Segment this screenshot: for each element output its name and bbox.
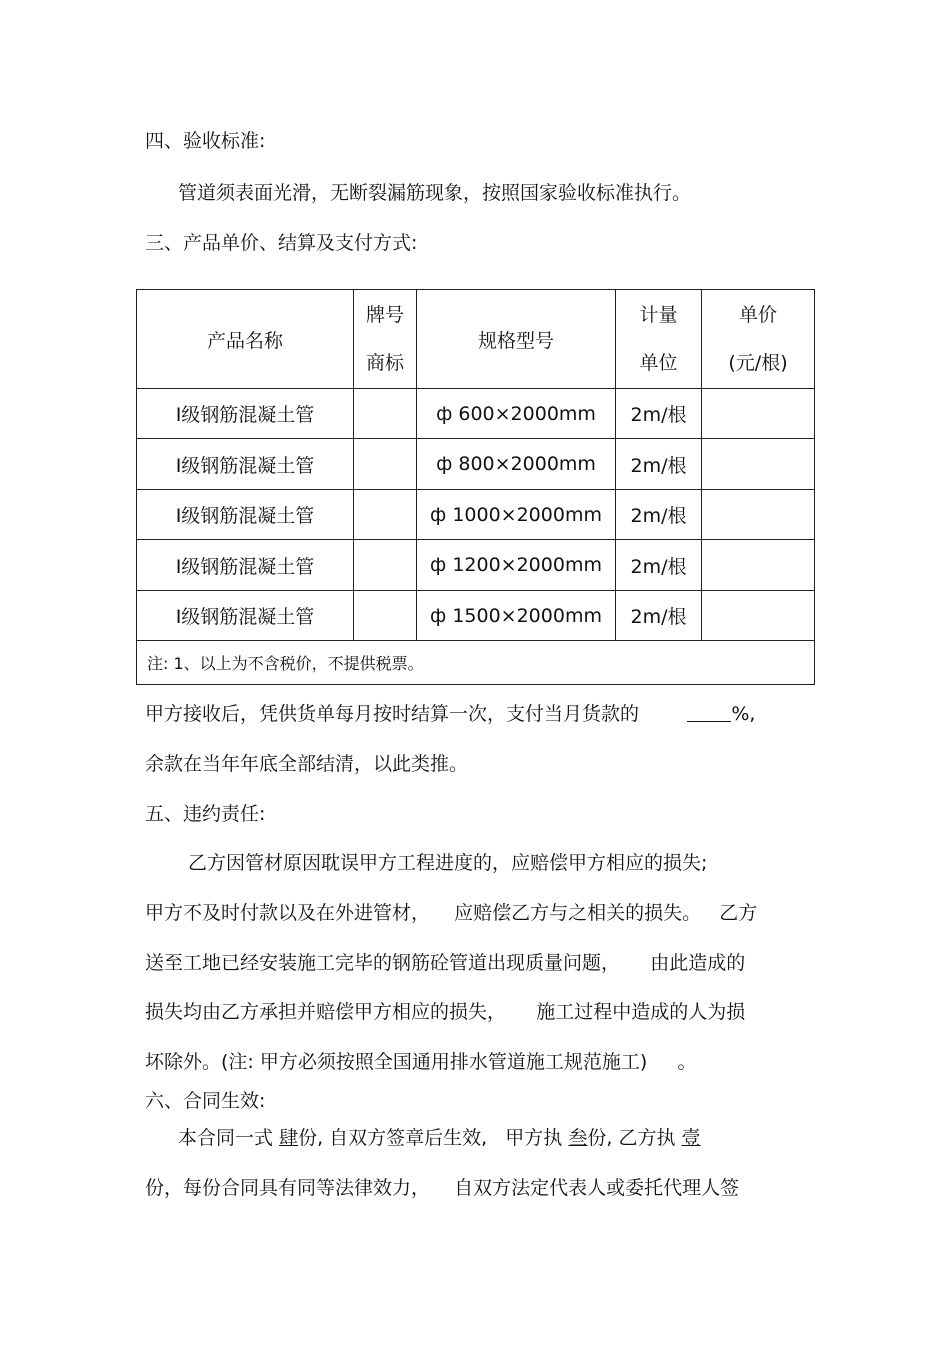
cell-unit: 2m/根 xyxy=(616,591,702,641)
header-spec: 规格型号 xyxy=(417,290,616,389)
cell-spec: ф 1500×2000mm xyxy=(417,591,616,641)
cell-unit: 2m/根 xyxy=(616,490,702,540)
cell-spec: ф 1000×2000mm xyxy=(417,490,616,540)
cell-brand xyxy=(354,389,417,439)
effect-line-2: 份，每份合同具有同等法律效力， 自双方法定代表人或委托代理人签 xyxy=(145,1177,740,1199)
liability-line-2: 甲方不及时付款以及在外进管材， 应赔偿乙方与之相关的损失。 乙方 xyxy=(145,902,758,924)
cell-unit: 2m/根 xyxy=(616,540,702,591)
header-price: 单价 (元/根) xyxy=(702,290,815,389)
cell-product-name: Ⅰ级钢筋混凝土管 xyxy=(137,439,354,490)
table-row xyxy=(137,389,815,439)
header-product-name: 产品名称 xyxy=(137,290,354,389)
cell-product-name: Ⅰ级钢筋混凝土管 xyxy=(137,591,354,641)
cell-product-name: Ⅰ级钢筋混凝土管 xyxy=(137,490,354,540)
cell-spec: ф 600×2000mm xyxy=(417,389,616,439)
cell-price xyxy=(702,540,815,591)
header-unit: 计量 单位 xyxy=(616,290,702,389)
cell-spec: ф 800×2000mm xyxy=(417,439,616,490)
cell-spec: ф 1200×2000mm xyxy=(417,540,616,591)
cell-price xyxy=(702,490,815,540)
cell-price xyxy=(702,389,815,439)
payment-percent-blank xyxy=(687,703,731,722)
cell-brand xyxy=(354,439,417,490)
liability-heading: 五、违约责任: xyxy=(145,803,266,825)
liability-line-1: 乙方因管材原因耽误甲方工程进度的，应赔偿甲方相应的损失; xyxy=(188,852,708,874)
price-table xyxy=(136,289,815,685)
pricing-heading: 三、产品单价、结算及支付方式: xyxy=(145,232,418,254)
settlement-line-2: 余款在当年年底全部结清，以此类推。 xyxy=(145,753,469,775)
table-header-row xyxy=(137,290,815,389)
cell-product-name: Ⅰ级钢筋混凝土管 xyxy=(137,540,354,591)
cell-brand xyxy=(354,540,417,591)
cell-unit: 2m/根 xyxy=(616,389,702,439)
copies-party-b: 壹 xyxy=(681,1127,701,1149)
effect-line-1: 本合同一式 肆份, 自双方签章后生效, 甲方执 叁份, 乙方执 壹 xyxy=(178,1127,701,1149)
cell-unit: 2m/根 xyxy=(616,439,702,490)
table-note-row xyxy=(137,641,815,685)
acceptance-heading: 四、验收标准: xyxy=(145,130,266,152)
copies-total: 肆 xyxy=(279,1127,299,1149)
effect-heading: 六、合同生效: xyxy=(145,1090,266,1112)
table-row xyxy=(137,540,815,591)
header-brand: 牌号 商标 xyxy=(354,290,417,389)
cell-price xyxy=(702,439,815,490)
settlement-line-1: 甲方接收后，凭供货单每月按时结算一次，支付当月货款的 %, xyxy=(145,703,756,725)
copies-party-a: 叁 xyxy=(568,1127,588,1149)
table-row xyxy=(137,591,815,641)
cell-product-name: Ⅰ级钢筋混凝土管 xyxy=(137,389,354,439)
table-row xyxy=(137,439,815,490)
cell-brand xyxy=(354,490,417,540)
table-note: 注: 1、以上为不含税价，不提供税票。 xyxy=(137,641,815,685)
liability-line-4: 损失均由乙方承担并赔偿甲方相应的损失， 施工过程中造成的人为损 xyxy=(145,1001,746,1023)
cell-brand xyxy=(354,591,417,641)
liability-line-5: 坏除外。(注: 甲方必须按照全国通用排水管道施工规范施工) 。 xyxy=(145,1051,697,1073)
table-row xyxy=(137,490,815,540)
liability-line-3: 送至工地已经安装施工完毕的钢筋砼管道出现质量问题， 由此造成的 xyxy=(145,952,746,974)
cell-price xyxy=(702,591,815,641)
acceptance-text: 管道须表面光滑，无断裂漏筋现象，按照国家验收标准执行。 xyxy=(178,182,692,204)
